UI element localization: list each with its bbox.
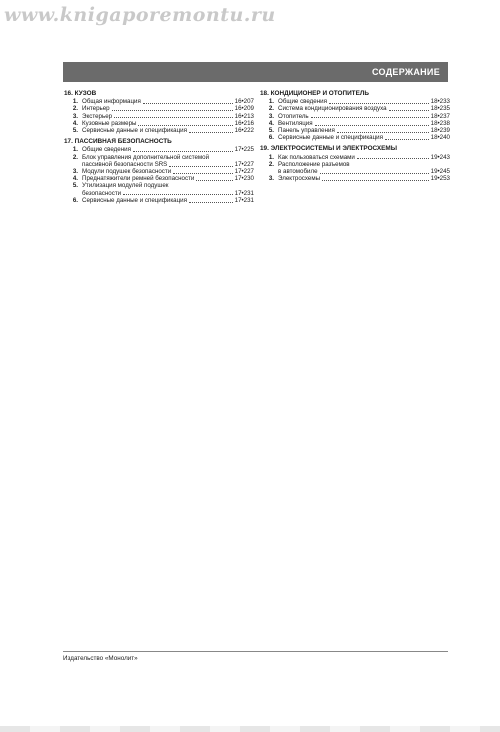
entry-text: пассивной безопасности SRS [82,160,168,168]
entry-page: 16•213 [234,112,254,120]
dot-leader [189,132,233,133]
toc-left-column [64,90,254,208]
entry-text: Утилизация модулей подушек [82,182,169,190]
toc-entry[interactable] [64,120,254,127]
toc-section [260,90,450,141]
entry-page: 16•207 [234,98,254,106]
entry-number: 6. [72,196,78,204]
entry-text: Вентиляция [278,119,313,127]
entry-page: 17•230 [234,175,254,183]
dot-leader [133,151,233,152]
entry-line [82,161,254,168]
dot-leader [189,202,233,203]
entry-number: 2. [72,105,78,113]
entry-line [82,197,254,204]
toc-section [64,138,254,204]
dot-leader [389,110,429,111]
entry-body [82,182,254,196]
entry-text: Кузовные размеры [82,119,137,127]
toc-entry[interactable] [260,98,450,105]
entry-number: 3. [268,112,274,120]
toc-entry[interactable] [260,120,450,127]
entry-body [82,146,254,153]
dot-leader [169,166,232,167]
entry-body [82,154,254,168]
toc-entry[interactable] [260,161,450,175]
entry-number: 2. [268,160,274,168]
entry-body [82,98,254,105]
toc-entry[interactable] [64,127,254,134]
entry-line [278,105,450,112]
entry-line [82,175,254,182]
entry-line [82,146,254,153]
entry-page: 19•245 [430,168,450,176]
entry-number: 1. [268,153,274,161]
entry-text: Модули подушек безопасности [82,168,172,176]
entry-number: 4. [72,119,78,127]
entry-page: 18•239 [430,127,450,135]
entry-text: Панель управления [278,127,335,135]
entry-text: Блок управления дополнительной системой [82,153,210,161]
toc-entry[interactable] [260,127,450,134]
toc-right-column [260,90,450,186]
toc-section [64,90,254,134]
entry-text: Интерьер [82,105,110,113]
dot-leader [315,125,429,126]
entry-page: 19•253 [430,175,450,183]
entry-page: 18•240 [430,134,450,142]
entry-page: 19•243 [430,153,450,161]
entry-number: 4. [268,119,274,127]
entry-page: 16•222 [234,127,254,135]
entry-line [82,182,254,189]
toc-entry[interactable] [260,134,450,141]
dot-leader [337,132,429,133]
toc-entry[interactable] [260,105,450,112]
entry-body [278,105,450,112]
section-title: 16. КУЗОВ [64,90,97,97]
entry-body [278,113,450,120]
section-title: 17. ПАССИВНАЯ БЕЗОПАСНОСТЬ [64,138,172,146]
entry-line [82,105,254,112]
entry-text: Отопитель [278,112,309,120]
footer-divider [63,651,448,652]
entry-line [278,120,450,127]
entry-number: 5. [72,127,78,135]
entry-text: безопасности [82,189,122,197]
watermark-text: www.knigaporemontu.ru [4,4,276,26]
entry-text: Сервисные данные и спецификация [278,134,383,142]
toc-entry[interactable] [64,146,254,153]
toc-entry[interactable] [64,175,254,182]
entry-page: 17•227 [234,168,254,176]
entry-number: 2. [268,105,274,113]
publisher-footer: Издательство «Монолит» [63,655,138,662]
entry-number: 2. [72,153,78,161]
toc-entry[interactable] [260,154,450,161]
entry-body [82,175,254,182]
entry-line [278,161,450,168]
dot-leader [173,173,232,174]
dot-leader [329,103,429,104]
entry-text: Преднатяжители ремней безопасности [82,175,195,183]
entry-page: 16•209 [234,105,254,113]
entry-line [278,98,450,105]
dot-leader [196,180,232,181]
section-title: 19. ЭЛЕКТРОСИСТЕМЫ И ЭЛЕКТРОСХЕМЫ [260,145,398,153]
entry-number: 4. [72,175,78,183]
entry-line [82,190,254,197]
entry-line [278,175,450,182]
entry-body [278,120,450,127]
dot-leader [112,110,233,111]
dot-leader [123,194,233,195]
entry-body [278,98,450,105]
entry-text: Как пользоваться схемами [278,153,355,161]
entry-line [82,154,254,161]
entry-text: Расположение разъемов [278,160,350,168]
entry-number: 6. [268,134,274,142]
toc-entry[interactable] [64,98,254,105]
entry-line [82,113,254,120]
entry-text: Общие сведения [278,98,327,106]
entry-text: Электросхемы [278,175,321,183]
entry-line [82,127,254,134]
entry-text: Общая информация [82,98,141,106]
entry-body [278,161,450,175]
entry-number: 1. [72,146,78,154]
toc-entry[interactable] [260,113,450,120]
dot-leader [311,117,429,118]
entry-body [82,127,254,134]
toc-entry[interactable] [260,175,450,182]
entry-page: 17•227 [234,160,254,168]
entry-line [278,127,450,134]
entry-number: 3. [268,175,274,183]
entry-line [82,98,254,105]
dot-leader [357,158,429,159]
entry-text: Сервисные данные и спецификация [82,127,187,135]
dot-leader [114,117,233,118]
entry-line [82,120,254,127]
entry-line [278,113,450,120]
entry-body [82,113,254,120]
entry-number: 3. [72,112,78,120]
entry-page: 16•216 [234,119,254,127]
toc-entry[interactable] [64,105,254,112]
entry-line [278,154,450,161]
entry-text: Экстерьер [82,112,113,120]
entry-text: Общие сведения [82,146,131,154]
entry-number: 5. [72,182,78,190]
entry-body [278,127,450,134]
entry-page: 18•233 [430,98,450,106]
toc-entry[interactable] [64,182,254,196]
section-title: 18. КОНДИЦИОНЕР И ОТОПИТЕЛЬ [260,90,369,97]
entry-text: Сервисные данные и спецификация [82,196,187,204]
entry-body [278,175,450,182]
dot-leader [385,139,429,140]
entry-line [278,134,450,141]
entry-page: 18•237 [430,112,450,120]
entry-page: 17•231 [234,196,254,204]
entry-body [278,134,450,141]
toc-entry[interactable] [64,154,254,168]
entry-page: 17•231 [234,189,254,197]
dot-leader [143,103,233,104]
dot-leader [138,125,232,126]
entry-body [82,105,254,112]
entry-number: 1. [72,98,78,106]
entry-page: 18•235 [430,105,450,113]
dot-leader [320,173,429,174]
bottom-watermark-strip [0,726,500,732]
toc-entry[interactable] [64,168,254,175]
entry-body [82,168,254,175]
entry-line [82,168,254,175]
entry-number: 5. [268,127,274,135]
entry-page: 17•225 [234,146,254,154]
entry-page: 18•238 [430,119,450,127]
entry-line [278,168,450,175]
entry-body [82,197,254,204]
contents-header-bar [63,62,448,82]
contents-title: СОДЕРЖАНИЕ [371,67,440,77]
entry-number: 1. [268,98,274,106]
entry-text: Система кондиционирования воздуха [278,105,387,113]
entry-text: в автомобиле [278,168,318,176]
toc-entry[interactable] [64,197,254,204]
entry-body [82,120,254,127]
dot-leader [322,180,429,181]
entry-body [278,154,450,161]
toc-entry[interactable] [64,113,254,120]
toc-section [260,145,450,182]
entry-number: 3. [72,168,78,176]
